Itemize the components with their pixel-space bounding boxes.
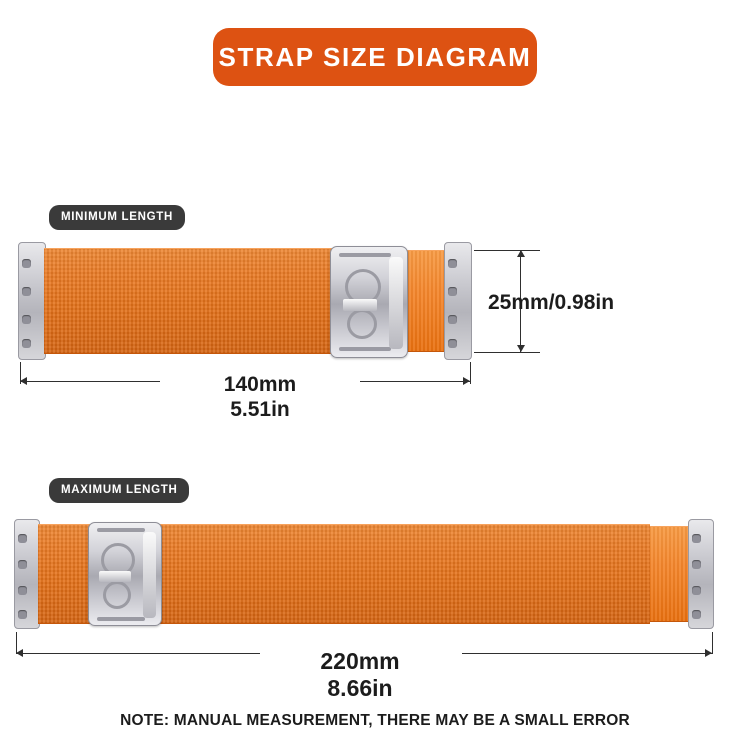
length-arrow-left-min (20, 377, 27, 385)
minimum-length-mm: 140mm (223, 373, 297, 396)
measurement-note: NOTE: MANUAL MEASUREMENT, THERE MAY BE A SMALL ERROR (120, 712, 630, 729)
lug-slot (692, 610, 701, 619)
lug-slot (18, 586, 27, 595)
length-arrow-right-max (705, 649, 712, 657)
length-dimension-line-right-min (360, 381, 470, 382)
buckle-notch (97, 617, 145, 621)
buckle-notch (339, 347, 391, 351)
lug-slot (448, 339, 457, 348)
buckle-max (88, 522, 162, 626)
buckle-crossbar (99, 571, 131, 582)
band-fabric-left-min (44, 248, 334, 354)
buckle-min (330, 246, 408, 358)
lug-slot (692, 534, 701, 543)
lug-slot (22, 315, 31, 324)
buckle-side-plate (389, 257, 403, 349)
buckle-notch (339, 253, 391, 257)
left-lug-connector-min (18, 242, 46, 360)
length-dimension-line-left-max (16, 653, 260, 654)
lug-slot (22, 339, 31, 348)
band-fabric-tail-max (650, 526, 690, 622)
left-lug-connector-max (14, 519, 40, 629)
lug-slot (448, 287, 457, 296)
lug-slot (692, 586, 701, 595)
lug-slot (18, 534, 27, 543)
maximum-length-mm: 220mm (320, 648, 400, 674)
length-tick-right-max (712, 632, 713, 654)
width-extension-bottom (474, 352, 540, 353)
lug-slot (22, 287, 31, 296)
width-arrow-up (517, 250, 525, 257)
buckle-hook-lower (103, 581, 131, 609)
band-fabric-right-max (150, 524, 650, 624)
width-arrow-down (517, 345, 525, 352)
minimum-length-dimension-label (150, 373, 370, 423)
maximum-length-tag: MAXIMUM LENGTH (49, 478, 189, 503)
maximum-length-in: 8.66in (327, 675, 393, 702)
width-extension-top (474, 250, 540, 251)
lug-slot (692, 560, 701, 569)
lug-slot (18, 610, 27, 619)
lug-slot (448, 259, 457, 268)
length-tick-right-min (470, 362, 471, 384)
lug-slot (448, 315, 457, 324)
length-arrow-right-min (463, 377, 470, 385)
minimum-length-tag: MINIMUM LENGTH (49, 205, 185, 230)
right-lug-connector-max (688, 519, 714, 629)
length-dimension-line-right-max (462, 653, 712, 654)
length-dimension-line-left-min (20, 381, 160, 382)
maximum-length-dimension-label (250, 648, 470, 702)
buckle-crossbar (343, 299, 377, 311)
lug-slot (22, 259, 31, 268)
right-lug-connector-min (444, 242, 472, 360)
buckle-notch (97, 528, 145, 532)
minimum-length-in: 5.51in (230, 397, 290, 421)
buckle-hook-lower (347, 309, 377, 339)
lug-slot (18, 560, 27, 569)
page-title-pill (213, 28, 537, 86)
page-title: STRAP SIZE DIAGRAM (218, 41, 532, 72)
length-arrow-left-max (16, 649, 23, 657)
width-dimension-label: 25mm/0.98in (488, 291, 615, 314)
buckle-side-plate (143, 532, 156, 618)
